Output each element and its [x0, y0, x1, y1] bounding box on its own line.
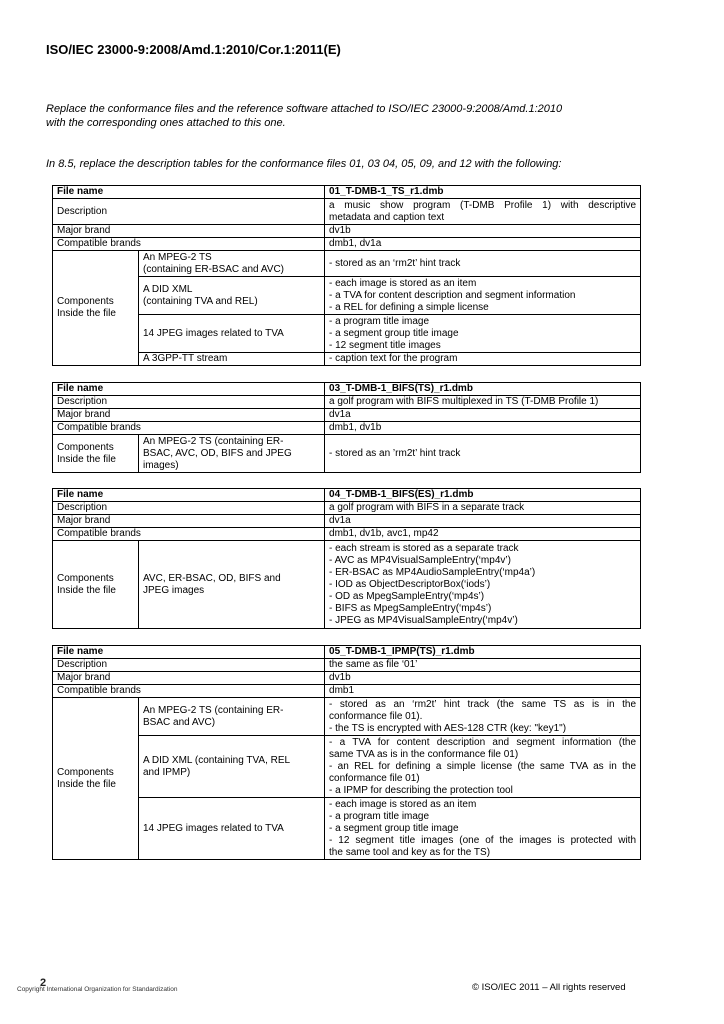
component-name: An MPEG-2 TS (containing ER- BSAC, AVC, OD, BIFS and JPEG images): [139, 435, 325, 473]
conformance-table-03: [52, 382, 641, 473]
description-label: Description: [53, 396, 325, 409]
major-brand-value: dv1a: [325, 409, 641, 422]
table-row: [53, 672, 641, 685]
table-row: [53, 238, 641, 251]
compatible-brands-value: dmb1, dv1b, avc1, mp42: [325, 528, 641, 541]
compatible-brands-label: Compatible brands: [53, 685, 325, 698]
component-name: 14 JPEG images related to TVA: [139, 798, 325, 860]
components-label: Components Inside the file: [53, 435, 139, 473]
table-row: [53, 736, 641, 798]
component-details: - a program title image - a segment group title image - 12 segment title images: [325, 315, 641, 353]
compatible-brands-label: Compatible brands: [53, 528, 325, 541]
file-name-label: File name: [53, 186, 325, 199]
table-row: [53, 277, 641, 315]
file-name-value: 04_T-DMB-1_BIFS(ES)_r1.dmb: [325, 489, 641, 502]
major-brand-value: dv1a: [325, 515, 641, 528]
component-name: A 3GPP-TT stream: [139, 353, 325, 366]
table-row: [53, 315, 641, 353]
description-value: a golf program with BIFS in a separate track: [325, 502, 641, 515]
component-name: An MPEG-2 TS (containing ER-BSAC and AVC): [139, 251, 325, 277]
table-row: [53, 659, 641, 672]
major-brand-value: dv1b: [325, 225, 641, 238]
document-header: ISO/IEC 23000-9:2008/Amd.1:2010/Cor.1:2011(E): [46, 42, 341, 57]
table-row: [53, 199, 641, 225]
compatible-brands-label: Compatible brands: [53, 238, 325, 251]
component-details: - each image is stored as an item - a program title image - a segment group title image - 12 segment title images (one of the images is protected with the same tool and key as for the TS): [325, 798, 641, 860]
compatible-brands-value: dmb1, dv1b: [325, 422, 641, 435]
description-label: Description: [53, 199, 325, 225]
components-label: Components Inside the file: [53, 251, 139, 366]
table-row: [53, 528, 641, 541]
table-row: [53, 798, 641, 860]
component-details: - a TVA for content description and segment information (the same TVA as is in the conformance file 01) - an REL for defining a simple license (the same TVA as in the conformance file 01) - a IPMP for describing the protection tool: [325, 736, 641, 798]
file-name-value: 05_T-DMB-1_IPMP(TS)_r1.dmb: [325, 646, 641, 659]
component-details: - caption text for the program: [325, 353, 641, 366]
component-name: A DID XML (containing TVA, REL and IPMP): [139, 736, 325, 798]
table-row: [53, 435, 641, 473]
component-details: - stored as an ’rm2t’ hint track: [325, 435, 641, 473]
major-brand-label: Major brand: [53, 409, 325, 422]
intro-paragraph-replace: [46, 102, 686, 130]
compatible-brands-value: dmb1, dv1a: [325, 238, 641, 251]
component-name: AVC, ER-BSAC, OD, BIFS and JPEG images: [139, 541, 325, 629]
description-value: the same as file ‘01’: [325, 659, 641, 672]
major-brand-label: Major brand: [53, 225, 325, 238]
description-label: Description: [53, 502, 325, 515]
table-row: [53, 422, 641, 435]
table-row: [53, 353, 641, 366]
major-brand-label: Major brand: [53, 672, 325, 685]
component-details: - stored as an ‘rm2t’ hint track (the same TS as is in the conformance file 01). - the TS is encrypted with AES-128 CTR (key: "key1"): [325, 698, 641, 736]
footer-copyright-right: © ISO/IEC 2011 – All rights reserved: [472, 982, 626, 993]
table-row: [53, 685, 641, 698]
file-name-label: File name: [53, 383, 325, 396]
components-label: Components Inside the file: [53, 541, 139, 629]
table-row: [53, 515, 641, 528]
table-row: [53, 489, 641, 502]
table-row: [53, 251, 641, 277]
intro-paragraph-tables: In 8.5, replace the description tables for the conformance files 01, 03 04, 05, 09, and 12 with the following:: [46, 158, 562, 170]
major-brand-label: Major brand: [53, 515, 325, 528]
table-row: [53, 186, 641, 199]
component-details: - each stream is stored as a separate track - AVC as MP4VisualSampleEntry(‘mp4v’) - ER-BSAC as MP4AudioSampleEntry(‘mp4a’) - IOD as ObjectDescriptorBox(‘iods’) - OD as MpegSampleEntry(‘mp4s’) - BIFS as MpegSampleEntry(‘mp4s’) - JPEG as MP4VisualSampleEntry(‘mp4v’): [325, 541, 641, 629]
components-label: Components Inside the file: [53, 698, 139, 860]
description-value: a golf program with BIFS multiplexed in TS (T-DMB Profile 1): [325, 396, 641, 409]
conformance-table-05: [52, 645, 641, 860]
component-name: An MPEG-2 TS (containing ER- BSAC and AVC): [139, 698, 325, 736]
table-row: [53, 541, 641, 629]
table-row: [53, 396, 641, 409]
file-name-label: File name: [53, 489, 325, 502]
intro-line: Replace the conformance files and the reference software attached to ISO/IEC 23000-9:2008/Amd.1:2010: [46, 103, 563, 115]
table-row: [53, 383, 641, 396]
table-row: [53, 502, 641, 515]
file-name-value: 01_T-DMB-1_TS_r1.dmb: [325, 186, 641, 199]
conformance-table-04: [52, 488, 641, 629]
table-row: [53, 409, 641, 422]
conformance-table-01: [52, 185, 641, 366]
component-details: - stored as an ‘rm2t’ hint track: [325, 251, 641, 277]
description-value: a music show program (T-DMB Profile 1) with descriptive metadata and caption text: [325, 199, 641, 225]
component-name: 14 JPEG images related to TVA: [139, 315, 325, 353]
footer-copyright-left: Copyright International Organization for Standardization: [17, 986, 178, 993]
table-row: [53, 225, 641, 238]
component-name: A DID XML (containing TVA and REL): [139, 277, 325, 315]
compatible-brands-value: dmb1: [325, 685, 641, 698]
compatible-brands-label: Compatible brands: [53, 422, 325, 435]
component-details: - each image is stored as an item - a TVA for content description and segment information - a REL for defining a simple license: [325, 277, 641, 315]
page-number: 2: [40, 977, 47, 989]
description-label: Description: [53, 659, 325, 672]
major-brand-value: dv1b: [325, 672, 641, 685]
file-name-label: File name: [53, 646, 325, 659]
table-row: [53, 698, 641, 736]
file-name-value: 03_T-DMB-1_BIFS(TS)_r1.dmb: [325, 383, 641, 396]
intro-line: with the corresponding ones attached to this one.: [46, 117, 286, 129]
table-row: [53, 646, 641, 659]
